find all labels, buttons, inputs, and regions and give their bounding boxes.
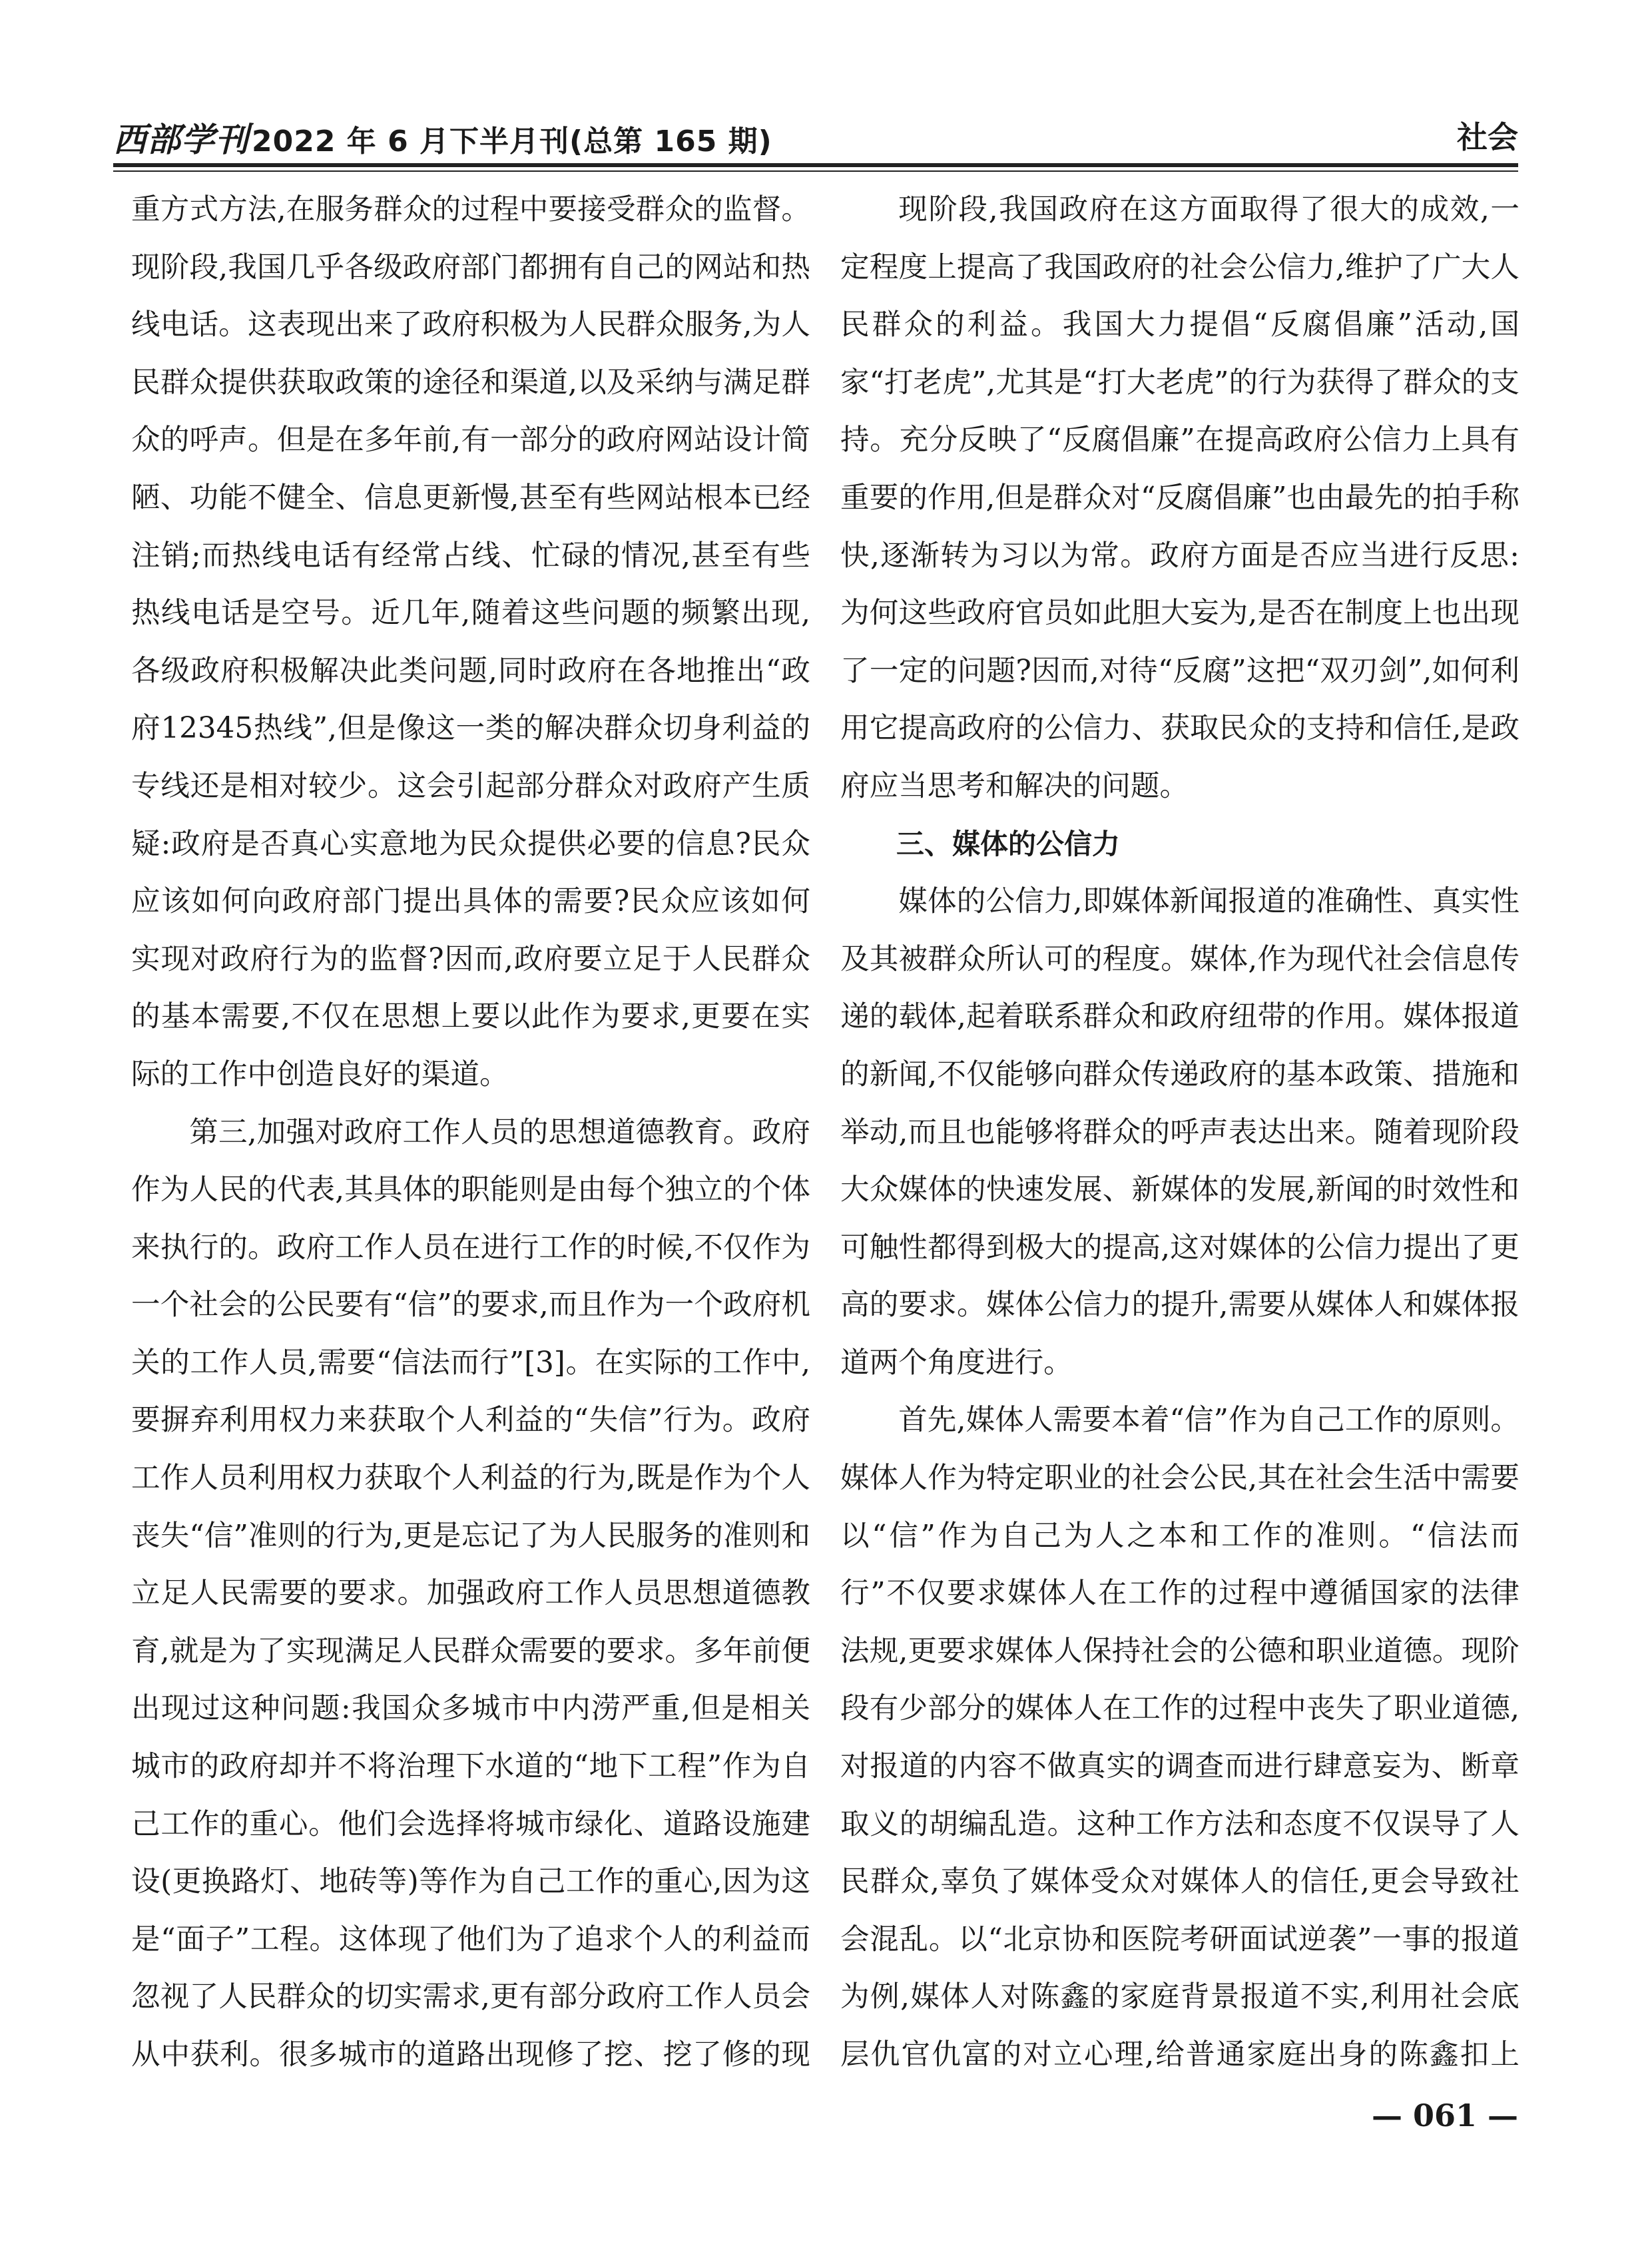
body-paragraph: 媒体的公信力,即媒体新闻报道的准确性、真实性及其被群众所认可的程度。媒体,作为现代社会信息传递的载体,起着联系群众和政府纽带的作用。媒体报道的新闻,不仅能够向群众传递政府的基本政策、措施和举动,而且也能够将群众的呼声表达出来。随着现阶段大众媒体的快速发展、新媒体的发展,新闻的时效性和可触性都得到极大的提高,这对媒体的公信力提出了更高的要求。媒体公信力的提升,需要从媒体人和媒体报道两个角度进行。	[840, 885, 1519, 1380]
journal-logo: 西部学刊	[113, 121, 249, 159]
section-name: 社会	[1457, 119, 1518, 155]
body-paragraph: 第三,加强对政府工作人员的思想道德教育。政府作为人民的代表,其具体的职能则是由每个独立的个体来执行的。政府工作人员在进行工作的时候,不仅作为一个社会的公民要有“信”的要求,而且作为一个政府机关的工作人员,需要“信法而行”[3]。在实际的工作中,要摒弃利用权力来获取个人利益的“失信”行为。政府工作人员利用权力获取个人利益的行为,既是作为个人丧失“信”准则的行为,更是忘记了为人民服务的准则和立足人民需要的要求。加强政府工作人员思想道德教育,就是为了实现满足人民群众需要的要求。多年前便出现过这种问题:我国众多城市中内涝严重,但是相关城市的政府却并不将治理下水道的“地下工程”作为自己工作的重心。他们会选择将城市绿化、道路设施建设(更换路灯、地砖等)等作为自己工作的重心,因为这是“面子”工程。这体现了他们为了追求个人的利益而忽视了人民群众的切实需求,更有部分政府工作人员会从中获利。很多城市的道路出现修了挖、挖了修的现	[131, 1115, 810, 2072]
header-rule-thin	[113, 170, 1518, 172]
left-column	[131, 181, 810, 2096]
issue-info: 2022 年 6 月下半月刊(总第 165 期)	[252, 125, 772, 158]
page-header	[113, 100, 1518, 173]
body-paragraph: 现阶段,我国政府在这方面取得了很大的成效,一定程度上提高了我国政府的社会公信力,维护了广大人民群众的利益。我国大力提倡“反腐倡廉”活动,国家“打老虎”,尤其是“打大老虎”的行为获得了群众的支持。充分反映了“反腐倡廉”在提高政府公信力上具有重要的作用,但是群众对“反腐倡廉”也由最先的拍手称快,逐渐转为习以为常。政府方面是否应当进行反思:为何这些政府官员如此胆大妄为,是否在制度上也出现了一定的问题?因而,对待“反腐”这把“双刃剑”,如何利用它提高政府的公信力、获取民众的支持和信任,是政府应当思考和解决的问题。	[840, 193, 1519, 803]
body-paragraph: 重方式方法,在服务群众的过程中要接受群众的监督。现阶段,我国几乎各级政府部门都拥有自己的网站和热线电话。这表现出来了政府积极为人民群众服务,为人民群众提供获取政策的途径和渠道,以及采纳与满足群众的呼声。但是在多年前,有一部分的政府网站设计简陋、功能不健全、信息更新慢,甚至有些网站根本已经注销;而热线电话有经常占线、忙碌的情况,甚至有些热线电话是空号。近几年,随着这些问题的频繁出现,各级政府积极解决此类问题,同时政府在各地推出“政府12345热线”,但是像这一类的解决群众切身利益的专线还是相对较少。这会引起部分群众对政府产生质疑:政府是否真心实意地为民众提供必要的信息?民众应该如何向政府部门提出具体的需要?民众应该如何实现对政府行为的监督?因而,政府要立足于人民群众的基本需要,不仅在思想上要以此作为要求,更要在实际的工作中创造良好的渠道。	[131, 193, 810, 1091]
body-paragraph: 首先,媒体人需要本着“信”作为自己工作的原则。媒体人作为特定职业的社会公民,其在社会生活中需要以“信”作为自己为人之本和工作的准则。“信法而行”不仅要求媒体人在工作的过程中遵循国家的法律法规,更要求媒体人保持社会的公德和职业道德。现阶段有少部分的媒体人在工作的过程中丧失了职业道德,对报道的内容不做真实的调查而进行肆意妄为、断章取义的胡编乱造。这种工作方法和态度不仅误导了人民群众,辜负了媒体受众对媒体人的信任,更会导致社会混乱。以“北京协和医院考研面试逆袭”一事的报道为例,媒体人对陈鑫的家庭背景报道不实,利用社会底层仇官仇富的对立心理,给普通家庭出身的陈鑫扣上	[840, 1404, 1519, 2072]
header-rule-thick	[113, 163, 1518, 167]
right-column	[840, 181, 1519, 2096]
journal-masthead	[113, 113, 772, 161]
section-heading: 三、媒体的公信力	[896, 827, 1121, 860]
page-number: — 061 —	[1371, 2098, 1518, 2133]
